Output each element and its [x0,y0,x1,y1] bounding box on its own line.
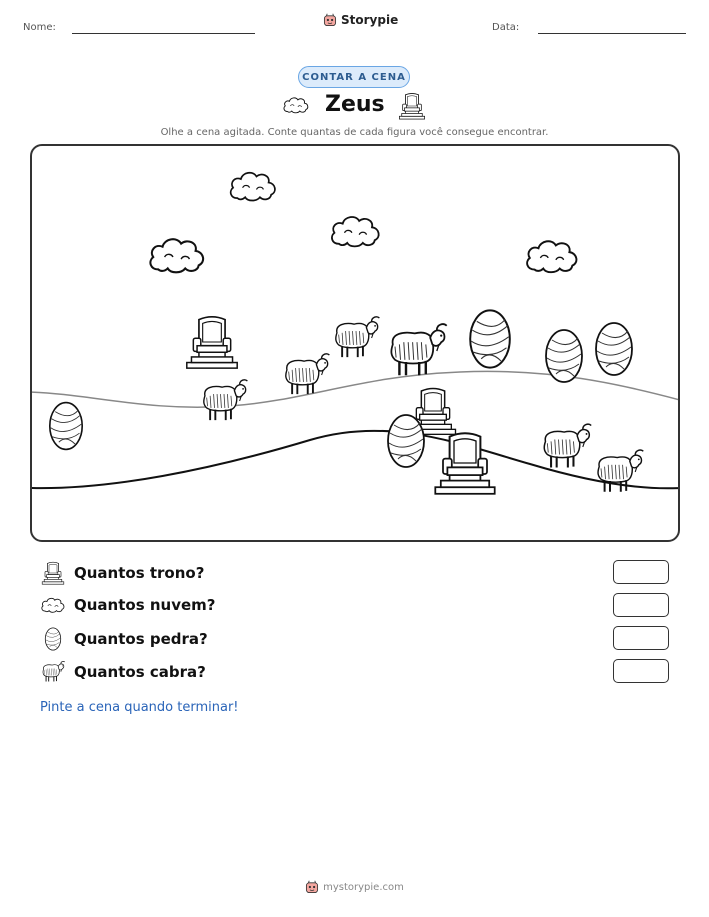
goat [391,324,446,375]
cloud-icon [282,95,310,115]
question-label: Quantos pedra? [74,630,208,648]
cloud-icon [40,594,66,616]
cloud [332,217,379,246]
instructions: Olhe a cena agitada. Conte quantas de cada figura você consegue encontrar. [160,127,549,138]
answer-box-throne[interactable] [613,560,669,584]
goat [286,354,330,394]
cloud [527,241,576,272]
storypie-logo-icon [305,880,319,894]
answer-box-cloud[interactable] [613,593,669,617]
goat [544,424,591,467]
throne [435,433,494,494]
question-label: Quantos trono? [74,564,205,582]
stone [470,310,510,367]
throne-icon [40,561,66,585]
footer-url[interactable]: mystorypie.com [323,881,404,893]
coloring-note: Pinte a cena quando terminar! [40,700,239,715]
question-cloud [40,594,216,616]
scene-drawing [30,144,680,542]
throne [187,317,237,368]
goat-icon [40,660,66,684]
stone [388,415,424,467]
name-label: Nome: [23,22,56,33]
stone-icon [40,627,66,651]
goat [598,450,643,492]
stone [50,403,82,450]
activity-badge: CONTAR A CENA [298,66,410,88]
stone [596,323,632,375]
scene-panel [30,144,680,542]
page-title: Zeus [325,92,385,117]
question-goat [40,660,206,684]
question-label: Quantos cabra? [74,663,206,681]
question-stone [40,627,208,651]
footer [0,880,709,894]
date-label: Data: [492,22,520,33]
cloud [231,173,275,201]
brand [323,13,398,27]
name-line[interactable] [72,33,255,34]
brand-name: Storypie [341,13,399,27]
goat [204,380,248,420]
cloud [150,239,203,272]
answer-box-goat[interactable] [613,659,669,683]
throne-icon [398,92,426,120]
date-line[interactable] [538,33,686,34]
question-throne [40,561,204,585]
storypie-logo-icon [323,13,337,27]
question-label: Quantos nuvem? [74,596,216,614]
goat [336,317,380,357]
stone [546,330,582,382]
answer-box-stone[interactable] [613,626,669,650]
